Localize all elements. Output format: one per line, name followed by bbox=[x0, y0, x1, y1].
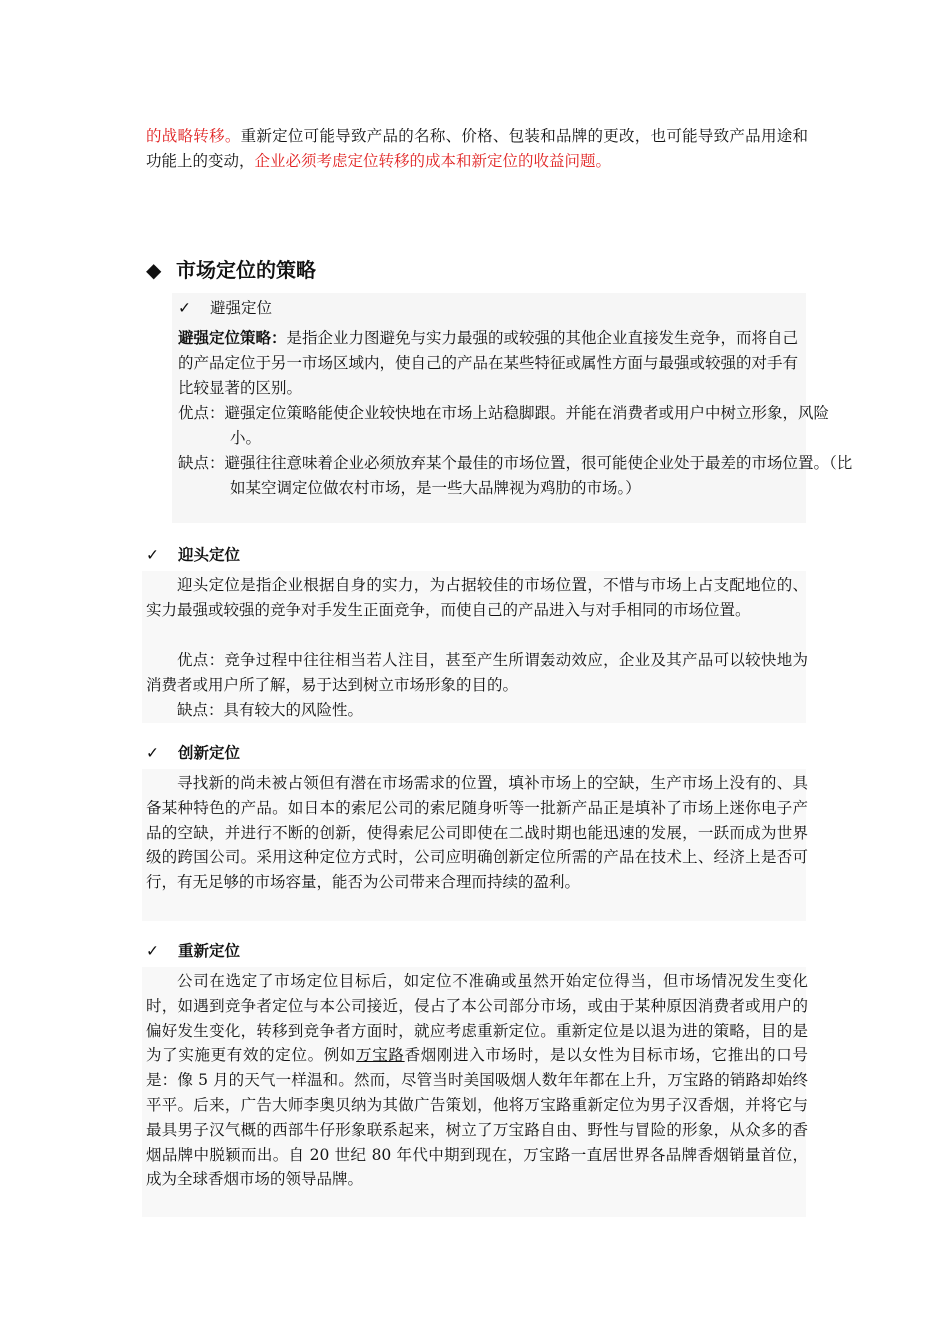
head-on-heading bbox=[146, 543, 240, 567]
section-title: 市场定位的策略 bbox=[176, 258, 316, 282]
reposition-title: 重新定位 bbox=[178, 942, 241, 960]
avoid-strength-heading bbox=[178, 296, 272, 320]
avoid-strength-label: 避强定位策略： bbox=[178, 329, 287, 347]
innovation-heading bbox=[146, 741, 240, 765]
head-on-con: 缺点：具有较大的风险性。 bbox=[177, 701, 364, 719]
avoid-strength-pro: 优点：避强定位策略能使企业较快地在市场上站稳脚跟。并能在消费者或用户中树立形象，风险小。 bbox=[178, 404, 830, 447]
intro-red-text-1: 的战略转移。 bbox=[146, 127, 241, 145]
intro-text: 重新定位可能导致产品的名称、价格、包装和品牌的更改，也可能导致产品用途和功能上的变动， bbox=[146, 127, 808, 170]
intro-red-text-2: 企业必须考虑定位转移的成本和新定位的收益问题。 bbox=[254, 151, 612, 170]
marlboro-link[interactable]: 万宝路 bbox=[356, 1046, 405, 1065]
diamond-bullet-icon: ◆ bbox=[146, 258, 162, 282]
check-mark-icon: ✓ bbox=[146, 744, 159, 762]
head-on-title: 迎头定位 bbox=[178, 546, 241, 564]
head-on-pro: 优点：竞争过程中往往相当若人注目，甚至产生所谓轰动效应，企业及其产品可以较快地为消费者或用户所了解，易于达到树立市场形象的目的。 bbox=[146, 651, 808, 694]
head-on-definition: 迎头定位是指企业根据自身的实力，为占据较佳的市场位置，不惜与市场上占支配地位的、实力最强或较强的竞争对手发生正面竞争，而使自己的产品进入与对手相同的市场位置。 bbox=[146, 576, 808, 619]
check-mark-icon: ✓ bbox=[178, 299, 191, 317]
avoid-strength-con: 缺点：避强往往意味着企业必须放弃某个最佳的市场位置，很可能使企业处于最差的市场位置。（比如某空调定位做农村市场，是一些大品牌视为鸡肋的市场。） bbox=[178, 454, 853, 497]
avoid-strength-definition: 避强定位策略：是指企业力图避免与实力最强的或较强的其他企业直接发生竞争，而将自己的产品定位于另一市场区域内，使自己的产品在某些特征或属性方面与最强或较强的对手有比较显著的区别。 bbox=[178, 329, 799, 397]
innovation-title: 创新定位 bbox=[178, 744, 241, 762]
section-heading bbox=[146, 256, 316, 284]
intro-paragraph bbox=[146, 124, 808, 174]
check-mark-icon: ✓ bbox=[146, 942, 159, 960]
reposition-heading bbox=[146, 939, 240, 963]
check-mark-icon: ✓ bbox=[146, 546, 159, 564]
reposition-text: 公司在选定了市场定位目标后，如定位不准确或虽然开始定位得当，但市场情况发生变化时，如遇到竞争者定位与本公司接近，侵占了本公司部分市场，或由于某种原因消费者或用户的偏好发生变化，转移到竞争者方面时，就应考虑重新定位。重新定位是以退为进的策略，目的是为了实施更有效的定位。例如万宝路香烟刚进入市场时，是以女性为目标市场，它推出的口号是：像 5 月的天气一样温和。然而，尽管当时美国吸烟人数年年都在上升，万宝路的销路却始终平平。后来，广告大师李奥贝纳为其做广告策划，他将万宝路重新定位为男子汉香烟，并将它与最具男子汉气概的西部牛仔形象联系起来，树立了万宝路自由、野性与冒险的形象，从众多的香烟品牌中脱颖而出。自 20 世纪 80 年代中期到现在，万宝路一直居世界各品牌香烟销量首位，成为全球香烟市场的领导品牌。 bbox=[146, 972, 808, 1189]
avoid-strength-title: 避强定位 bbox=[210, 299, 273, 317]
innovation-text: 寻找新的尚未被占领但有潜在市场需求的位置，填补市场上的空缺，生产市场上没有的、具备某种特色的产品。如日本的索尼公司的索尼随身听等一批新产品正是填补了市场上迷你电子产品的空缺，并进行不断的创新，使得索尼公司即使在二战时期也能迅速的发展，一跃而成为世界级的跨国公司。采用这种定位方式时，公司应明确创新定位所需的产品在技术上、经济上是否可行，有无足够的市场容量，能否为公司带来合理而持续的盈利。 bbox=[146, 774, 808, 892]
